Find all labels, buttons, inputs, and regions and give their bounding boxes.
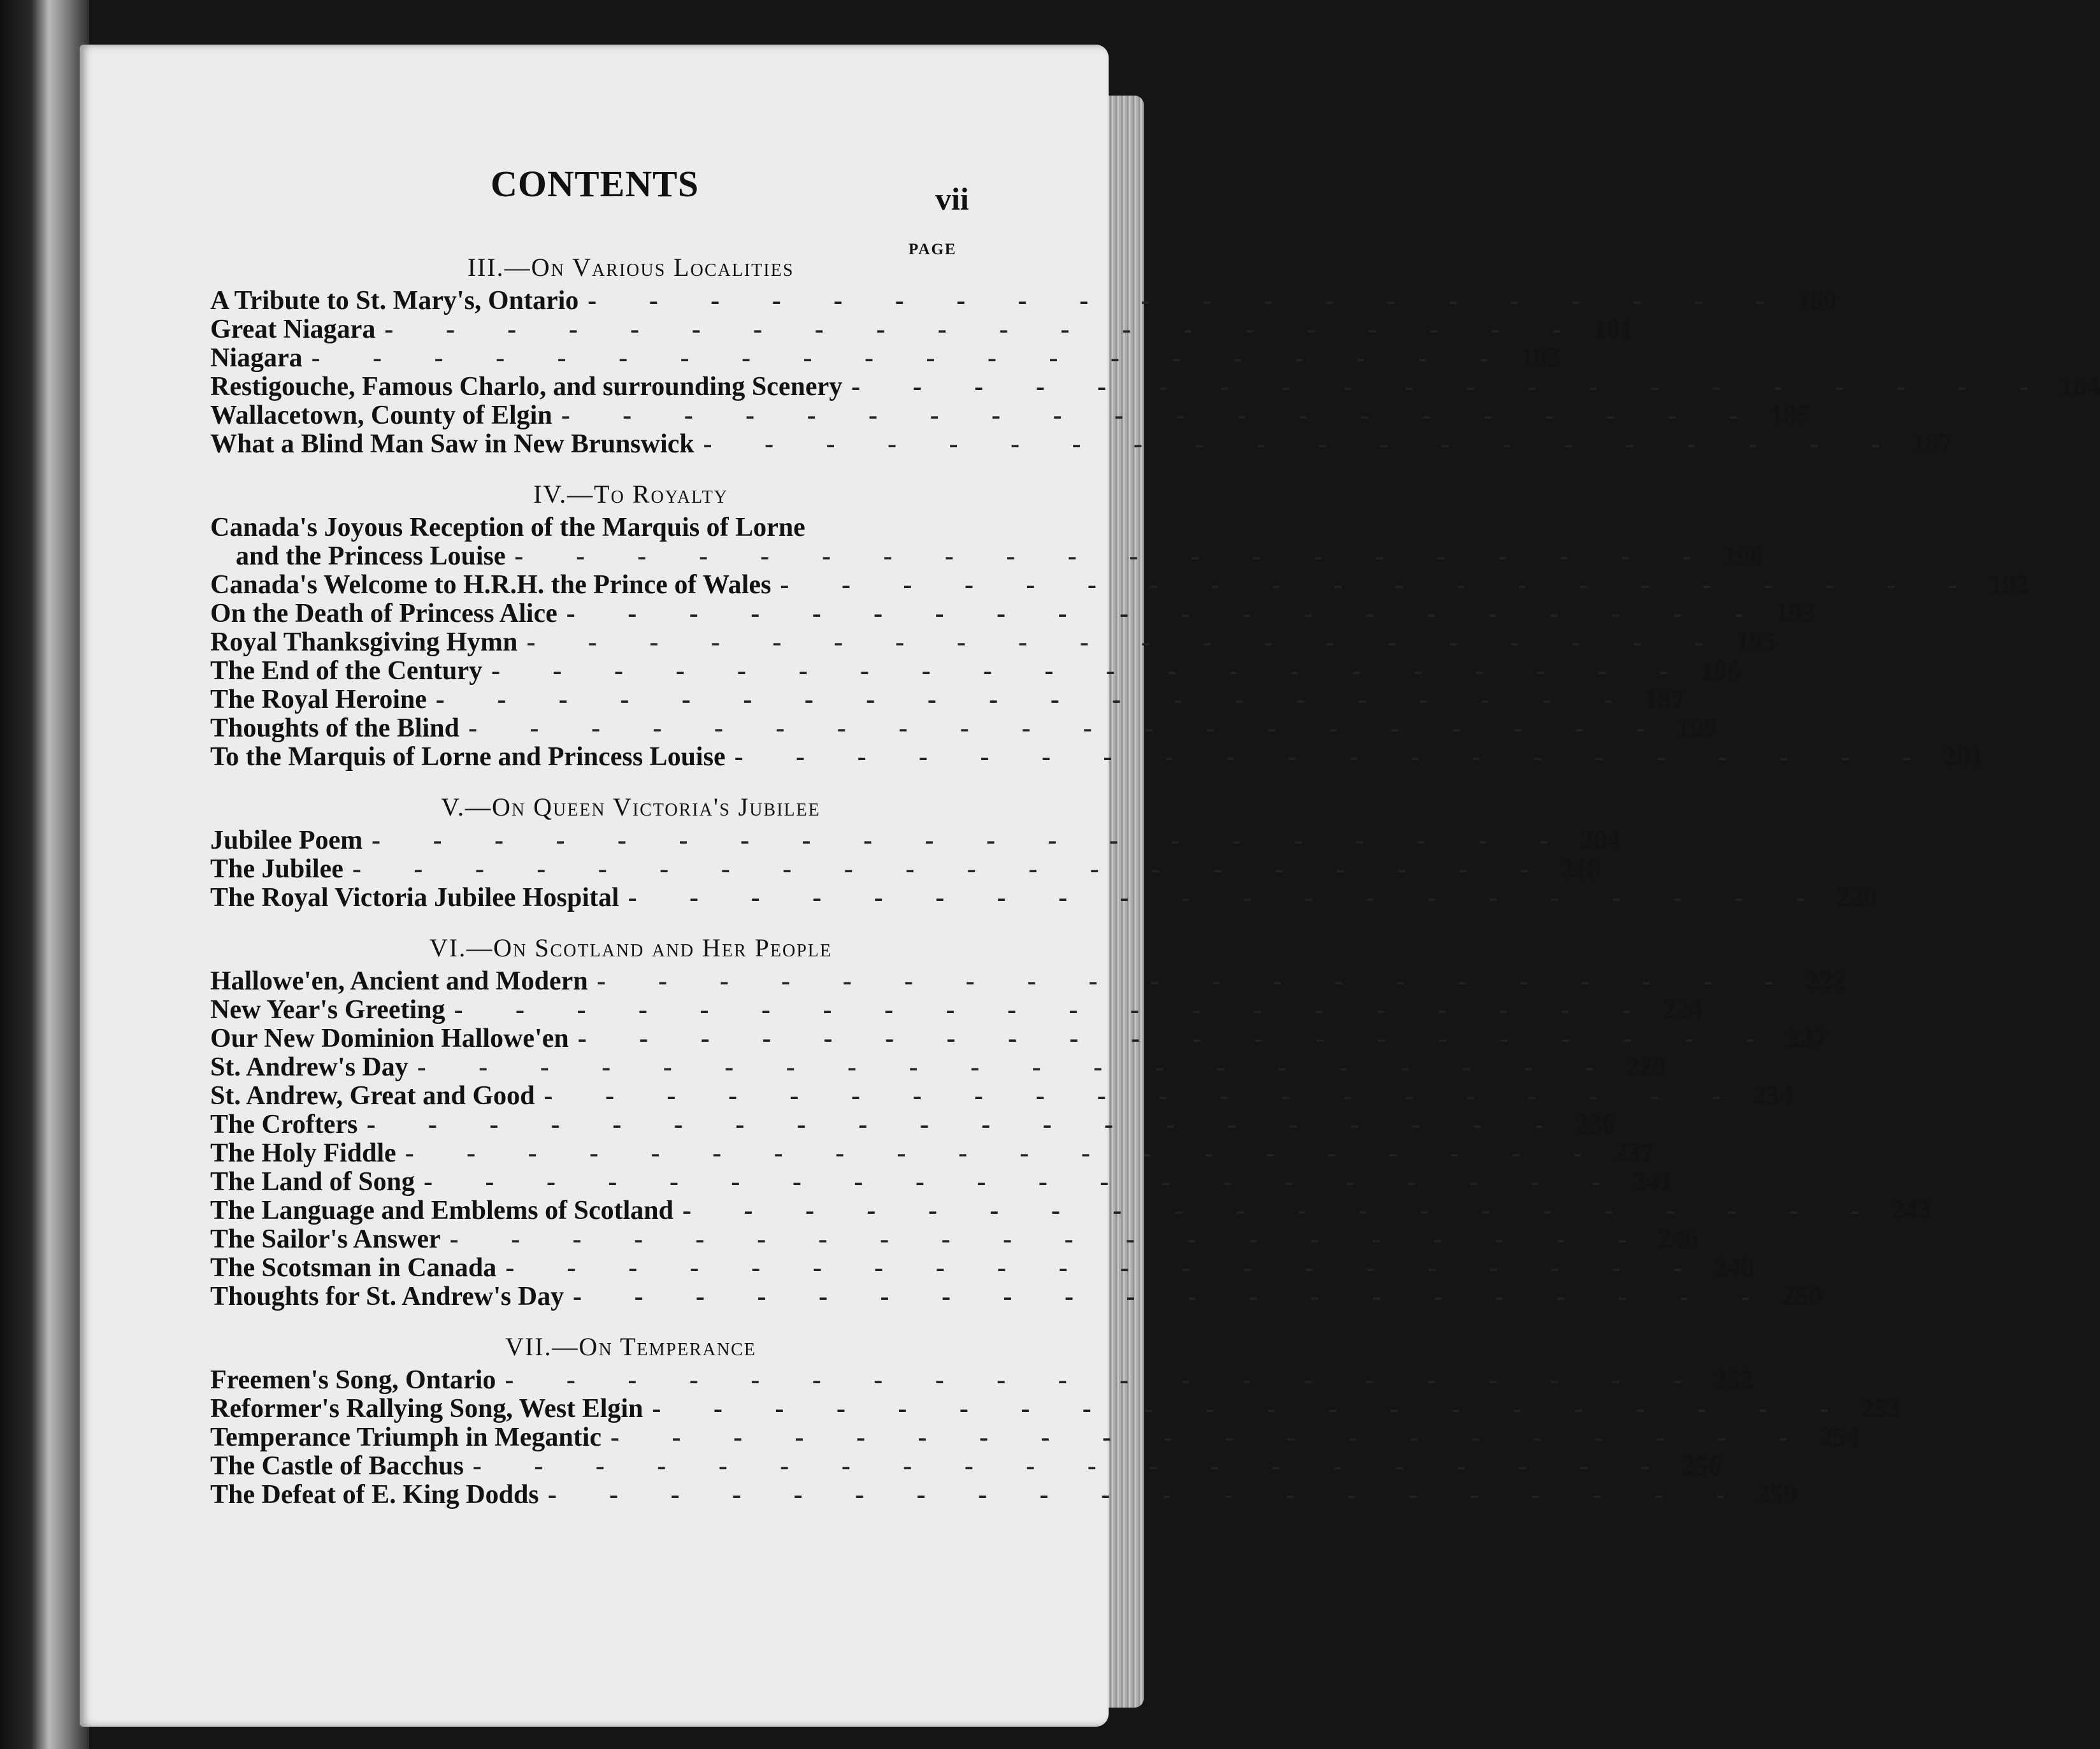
entry-title: and the Princess Louise [236,542,506,571]
section-heading: VII.—On Temperance [505,1332,756,1361]
section-spacer [210,772,975,788]
toc-entry [210,1139,1654,1168]
toc-section [210,929,1932,1328]
entry-page-number: 204 [1580,826,1621,855]
entry-page-number: 197 [1644,685,1685,714]
page-column-label: PAGE [909,241,957,258]
toc-entry [210,1053,1667,1082]
dot-leader: - - - - - - - - - - - - - - - - - - - - [366,1110,1567,1139]
toc-section [210,475,2029,788]
section-spacer [210,912,975,929]
toc-entry [210,429,1952,459]
toc-section [210,1328,1901,1526]
entry-title: The Royal Heroine [210,685,427,714]
toc-entry [210,1282,1822,1311]
entry-title: The Land of Song [210,1167,415,1197]
dot-leader: - - - - - - - - - - - - - - - - - - - - [573,1282,1773,1311]
toc-entry [210,372,2100,401]
entry-title: Canada's Welcome to H.R.H. the Prince of Wales [210,570,772,600]
page-number: vii [935,181,969,217]
toc-entry [210,570,2029,600]
dot-leader: - - - - - - - - - - - - - - - - - - - - [505,1253,1706,1283]
entry-page-number: 218 [1561,854,1602,884]
entry-title: On the Death of Princess Alice [210,599,557,628]
entry-page-number: 192 [1989,570,2029,600]
entry-title: The Royal Victoria Jubilee Hospital [210,883,619,912]
toc-entry [210,1167,1673,1197]
entry-title: The Crofters [210,1110,358,1139]
entry-page-number: 256 [1681,1451,1722,1481]
entry-title: Reformer's Rallying Song, West Elgin [210,1394,644,1423]
dot-leader: - - - - - - - - - - - - - - - - - - - - [780,570,1980,600]
page-title: CONTENTS [491,163,700,205]
entry-page-number: 241 [1632,1167,1673,1197]
entry-title: The Language and Emblems of Scotland [210,1196,673,1225]
entry-title: The Scotsman in Canada [210,1253,497,1283]
entry-title: The Castle of Bacchus [210,1451,464,1481]
entry-page-number: 254 [1819,1423,1860,1452]
dot-leader: - - - - - - - - - - - - - - - - - - - - [547,1480,1748,1509]
entry-title: The End of the Century [210,656,483,686]
entry-page-number: 259 [1756,1480,1797,1509]
dot-leader: - - - - - - - - - - - - - - - - - - - - [405,1139,1605,1168]
entry-title: Freemen's Song, Ontario [210,1365,496,1395]
entry-title: To the Marquis of Lorne and Princess Louise [210,742,726,772]
dot-leader: - - - - - - - - - - - - - - - - - - - - [514,542,1715,571]
section-heading: V.—On Queen Victoria's Jubilee [441,793,821,821]
entry-title: Thoughts of the Blind [210,714,459,743]
dot-leader: - - - - - - - - - - - - - - - - - - - - [577,1024,1778,1053]
dot-leader: - - - - - - - - - - - - - - - - - - - - [491,656,1692,686]
entry-page-number: 196 [1700,656,1741,686]
book-gutter-shadow [0,0,89,1749]
entry-title: St. Andrew, Great and Good [210,1081,535,1111]
entry-page-number: 229 [1626,1053,1667,1082]
dot-leader: - - - - - - - - - - - - - - - - - - - - [423,1167,1624,1197]
entry-page-number: 201 [1943,742,1983,772]
toc-entry [210,343,1560,373]
toc-entry [210,542,1764,571]
toc-entry [210,628,1776,657]
dot-leader: - - - - - - - - - - - - - - - - - - - - [566,599,1766,628]
dot-leader: - - - - - - - - - - - - - - - - - - - - [468,714,1669,743]
entry-title: What a Blind Man Saw in New Brunswick [210,429,694,459]
entry-title: Jubilee Poem [210,826,363,855]
entry-page-number: 237 [1613,1139,1654,1168]
entry-title: Canada's Joyous Reception of the Marquis of Lorne [210,513,805,542]
toc-entry [210,742,1983,772]
entry-page-number: 252 [1713,1365,1754,1395]
entry-page-number: 193 [1774,599,1815,628]
toc-section [210,788,1877,929]
entry-page-number: 222 [1805,967,1846,996]
dot-leader: - - - - - - - - - - - - - - - - - - - - [435,685,1636,714]
section-spacer [210,459,975,475]
entry-title: Wallacetown, County of Elgin [210,401,552,430]
dot-leader: - - - - - - - - - - - - - - - - - - - - [417,1053,1618,1082]
dot-leader: - - - - - - - - - - - - - - - - - - - - [851,372,2052,401]
dot-leader: - - - - - - - - - - - - - - - - - - - - [628,883,1828,912]
entry-page-number: 183 [1520,343,1560,373]
entry-title: Temperance Triumph in Megantic [210,1423,602,1452]
toc-entry [210,1081,1793,1111]
entry-page-number: 199 [1677,714,1718,743]
entry-title: New Year's Greeting [210,995,445,1025]
entry-page-number: 220 [1836,883,1877,912]
section-heading: III.—On Various Localities [467,253,795,282]
entry-page-number: 195 [1735,628,1776,657]
entry-page-number: 253 [1860,1394,1901,1423]
toc-entry [210,1253,1755,1283]
dot-leader: - - - - - - - - - - - - - - - - - - - - [311,343,1511,373]
dot-leader: - - - - - - - - - - - - - - - - - - - - [454,995,1654,1025]
dot-leader: - - - - - - - - - - - - - - - - - - - - [587,286,1788,315]
dot-leader: - - - - - - - - - - - - - - - - - - - - [734,742,1934,772]
dot-leader: - - - - - - - - - - - - - - - - - - - - [652,1394,1852,1423]
toc-entry [210,826,1621,855]
section-heading: VI.—On Scotland and Her People [429,933,832,962]
dot-leader: - - - - - - - - - - - - - - - - - - - - [449,1225,1650,1254]
dot-leader: - - - - - - - - - - - - - - - - - - - - [526,628,1727,657]
toc-entry [210,286,1837,315]
toc-entry [210,995,1703,1025]
entry-page-number: 184 [2060,372,2100,401]
entry-title: Our New Dominion Hallowe'en [210,1024,569,1053]
dot-leader: - - - - - - - - - - - - - - - - - - - - [543,1081,1744,1111]
entry-title: The Jubilee [210,854,343,884]
running-head [0,162,1164,217]
toc-entry [210,883,1877,912]
toc-entry [210,1451,1722,1481]
entry-page-number: 187 [1911,429,1952,459]
entry-page-number: 180 [1796,286,1837,315]
toc-section [210,248,2100,475]
entry-page-number: 227 [1786,1024,1827,1053]
entry-title: Restigouche, Famous Charlo, and surrounding Scenery [210,372,843,401]
dot-leader: - - - - - - - - - - - - - - - - - - - - [703,429,1903,459]
entry-page-number: 243 [1891,1196,1932,1225]
entry-page-number: 246 [1658,1225,1699,1254]
entry-page-number: 250 [1781,1282,1822,1311]
toc-entry [210,1480,1797,1509]
section-spacer [210,1509,975,1526]
toc-entry [210,315,1634,344]
dot-leader: - - - - - - - - - - - - - - - - - - - - [352,854,1553,884]
entry-title: Hallowe'en, Ancient and Modern [210,967,588,996]
dot-leader: - - - - - - - - - - - - - - - - - - - - [561,401,1761,430]
entry-page-number: 181 [1593,315,1634,344]
dot-leader: - - - - - - - - - - - - - - - - - - - - [596,967,1797,996]
toc-entry [210,1423,1860,1452]
dot-leader: - - - - - - - - - - - - - - - - - - - - [472,1451,1673,1481]
entry-title: A Tribute to St. Mary's, Ontario [210,286,579,315]
toc-entry [210,514,975,542]
dot-leader: - - - - - - - - - - - - - - - - - - - - [371,826,1572,855]
entry-title: Thoughts for St. Andrew's Day [210,1282,565,1311]
entry-title: Great Niagara [210,315,376,344]
entry-title: St. Andrew's Day [210,1053,408,1082]
entry-title: The Defeat of E. King Dodds [210,1480,539,1509]
section-spacer [210,1311,975,1328]
entry-page-number: 190 [1723,542,1764,571]
toc-entry [210,1110,1616,1139]
toc-entry [210,599,1815,628]
toc-entry [210,714,1718,743]
toc-entry [210,656,1741,686]
entry-title: Niagara [210,343,303,373]
table-of-contents [210,248,2100,1526]
dot-leader: - - - - - - - - - - - - - - - - - - - - [610,1423,1811,1452]
entry-page-number: 224 [1662,995,1703,1025]
section-heading: IV.—To Royalty [533,480,728,508]
toc-entry [210,1225,1699,1254]
entry-title: Royal Thanksgiving Hymn [210,628,518,657]
toc-entry [210,685,1685,714]
toc-entry [210,1394,1901,1423]
toc-entry [210,1365,1754,1395]
dot-leader: - - - - - - - - - - - - - - - - - - - - [384,315,1585,344]
toc-entry [210,1196,1932,1225]
toc-entry [210,854,1602,884]
dot-leader: - - - - - - - - - - - - - - - - - - - - [505,1365,1705,1395]
entry-page-number: 248 [1714,1253,1755,1283]
entry-page-number: 236 [1575,1110,1616,1139]
toc-entry [210,967,1846,996]
entry-page-number: 185 [1769,401,1810,430]
toc-entry [210,1024,1827,1053]
dot-leader: - - - - - - - - - - - - - - - - - - - - [682,1196,1883,1225]
toc-entry [210,401,1810,430]
entry-title: The Holy Fiddle [210,1139,396,1168]
entry-page-number: 234 [1752,1081,1793,1111]
entry-title: The Sailor's Answer [210,1225,441,1254]
